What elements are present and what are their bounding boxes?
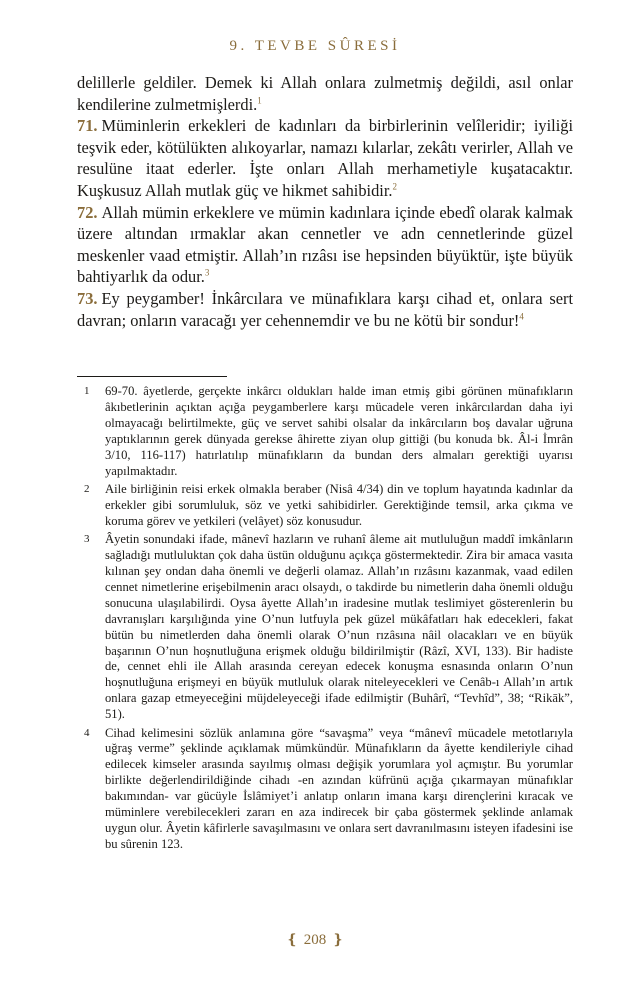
verse-number: 71. <box>77 116 98 136</box>
footnote-text: Cihad kelimesini sözlük anlamına göre “savaşma” veya “mânevî mücadele metotlarıyla uğraş verme” şeklinde açıklamak mümkündür. Münafıkların da âyette kendileriyle cihad edilecek kimseler arasında sayılmış olması değişik yorumlara yol açmıştır. Bu yorumlar birlikte değerlendirildiğinde cihadı -en azından küfrünü açığa çıkarmayan münafıklar bakımından- var gücüyle İslâmiyet’i anlatıp onların imana karşı dirençlerini kıracak ve müminlere verebilecekleri zararı en aza indirecek bir çaba göstermek şeklinde anlamak uygun olur. Âyetin kâfirlerle savaşılmasını ve onlara sert davranılmasını isteyen ifadesini ise bu sûrenin 123. <box>105 725 573 851</box>
footnote-3 <box>77 532 573 723</box>
left-ornament-icon: ❴ <box>286 933 298 948</box>
footnote-text: Âyetin sonundaki ifade, mânevî hazların ve ruhanî âleme ait mutluluğun maddî imkânların sağladığı mutluluktan çok daha üstün olduğunu açıkça göstermektedir. Zira bir amaca vasıta kılınan şey ondan daha önemli ve değerli olamaz. Allah’ın rızâsını kazanmak, vaad edilen cennet nimetlerine erişebilmenin aracı olsaydı, o takdirde bu nimetlerin daha önemli olduğu sonucuna ulaşılabilirdi. Oysa âyette Allah’ın iradesine mutlak teslimiyet gösterenlerin bu davranışları karşılığında yine O’nun lutfuyla pek güzel mükâfatları hak edecekleri, fakat bütün bu nimetlerden daha önemli olarak O’nun rızâsına nâil olacakları ve en büyük başarının O’nun hoşnutluğuna erişmek olduğu bildirilmiştir (Râzî, XVI, 133). Bir hadiste de, cennet ehli ile Allah arasında cereyan edecek konuşma esnasında onların O’nun hoşnutluğuna erişmeyi en büyük mutluluk olarak niteleyecekleri ve Cenâb-ı Allah’ın artık onlara gazap etmeyeceğini müjdeleyeceği ifade edilmiştir (Buhârî, “Tevhîd”, 38; “Rikāk”, 51). <box>105 532 573 722</box>
intro-text: delillerle geldiler. Demek ki Allah onlara zulmetmiş değildi, asıl onlar kendilerine zulmetmişlerdi. <box>77 73 573 114</box>
verse-72 <box>77 202 573 288</box>
footnote-number: 2 <box>84 482 90 495</box>
footnote-1 <box>77 384 573 479</box>
footnotes <box>77 384 573 855</box>
footnote-number: 3 <box>84 533 90 546</box>
footnote-number: 4 <box>84 726 90 739</box>
footnote-divider <box>77 376 227 377</box>
right-ornament-icon: ❵ <box>332 933 344 948</box>
footnote-number: 1 <box>84 385 90 397</box>
footnote-4 <box>77 726 573 853</box>
intro-paragraph <box>77 72 573 115</box>
main-text <box>77 72 573 331</box>
footnote-ref[interactable]: 2 <box>392 181 397 192</box>
footnote-text: Aile birliğinin reisi erkek olmakla beraber (Nisâ 4/34) din ve toplum hayatında kadınlar da erkekler gibi sorumluluk, söz ve yetki sahibidirler. Gerektiğinde temsil, arka çıkma ve koruma görev ve yetkileri (velâyet) söz konusudur. <box>105 481 573 528</box>
footnote-ref[interactable]: 1 <box>257 95 262 106</box>
verse-number: 72. <box>77 202 98 222</box>
page-number-value: 208 <box>303 932 327 948</box>
footnote-text: 69-70. âyetlerde, gerçekte inkârcı oldukları halde iman etmiş gibi görünen münafıkların âkıbetlerinin açıktan açığa peygamberlere karşı mücadele veren inkârcılardan daha iyi olmayacağı belirtilmekte, güç ve servet sahibi olsalar da inkârcıların boş davalar uğruna yaptıklarının gerek dünyada gerekse âhirette ziyan olup gittiği (bu konuda bk. Âl-i İmrân 3/10, 116-117) hatırlatılıp münafıkların da bundan ders almaları gerektiği uyarısı yapılmaktadır. <box>105 384 573 478</box>
verse-text: Allah mümin erkeklere ve mümin kadınlara içinde ebedî olarak kalmak üzere altından ırmaklar akan cennetler ve adn cennetlerinde güzel meskenler vaad etmiştir. Allah’ın rızâsı ise hepsinden büyüktür, işte büyük bahtiyarlık da odur. <box>77 202 573 287</box>
verse-number: 73. <box>77 288 98 308</box>
verse-71 <box>77 115 573 201</box>
page-number <box>0 932 630 949</box>
verse-73 <box>77 288 573 331</box>
footnote-2 <box>77 482 573 530</box>
verse-text: Ey peygamber! İnkârcılara ve münafıklara karşı cihad et, onlara sert davran; onların varacağı yer cehennemdir ve bu ne kötü bir sondur! <box>77 288 573 330</box>
footnote-ref[interactable]: 4 <box>519 311 524 322</box>
footnote-ref[interactable]: 3 <box>204 267 210 278</box>
running-header: 9. TEVBE SÛRESİ <box>229 38 401 54</box>
verse-text: Müminlerin erkekleri de kadınları da birbirlerinin velîleridir; iyiliği teşvik eder, kötülükten alıkoyarlar, namazı kılarlar, zekâtı verirler, Allah ve resulüne itaat ederler. İşte onları Allah merhametiyle kuşatacaktır. Kuşkusuz Allah mutlak güç ve hikmet sahibidir. <box>77 116 573 200</box>
